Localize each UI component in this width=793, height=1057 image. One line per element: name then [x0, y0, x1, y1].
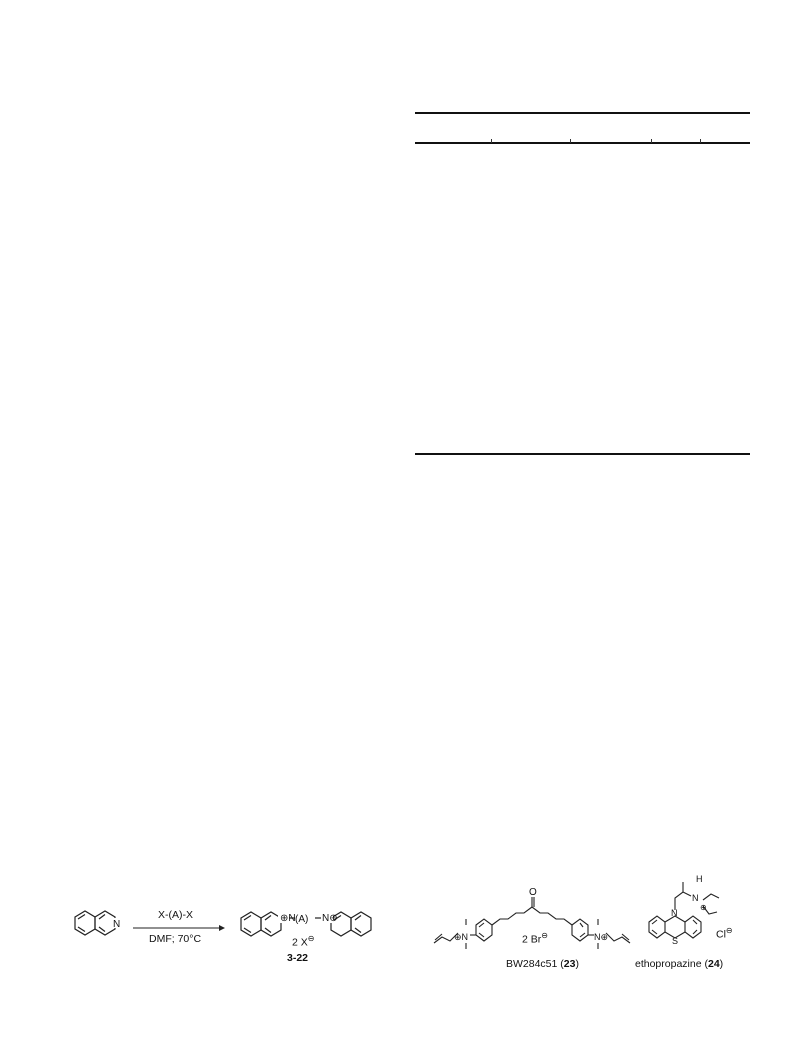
- compound-name: ethopropazine: [635, 958, 702, 970]
- compound-number: 23: [563, 958, 576, 970]
- conditions-label: DMF; 70°C: [149, 933, 202, 945]
- counterion-label: 2 X⊖: [292, 934, 315, 949]
- svg-text:⊕N: ⊕N: [454, 932, 469, 942]
- compound-name: BW284c51: [506, 958, 558, 970]
- table-bottom-rule: [415, 453, 750, 455]
- svg-text:⊕: ⊕: [700, 903, 707, 912]
- product-number: 3-22: [287, 952, 309, 964]
- table-column-tick: [651, 139, 652, 143]
- table-column-tick: [570, 139, 571, 143]
- bw284c51-counterion: 2 Br⊖: [522, 931, 548, 946]
- svg-text:N: N: [671, 908, 678, 918]
- ethopropazine-caption: ethopropazine (24): [635, 958, 724, 970]
- reagent-label: X-(A)-X: [158, 909, 193, 921]
- h-label: H: [696, 874, 703, 884]
- reaction-arrow: [133, 925, 225, 931]
- svg-text:N⊕: N⊕: [322, 913, 338, 924]
- sulfur-label: S: [672, 936, 679, 946]
- svg-text:⊕N: ⊕N: [280, 913, 296, 924]
- bw284c51-caption: BW284c51 (23): [506, 958, 579, 970]
- table-column-tick: [700, 139, 701, 143]
- svg-text:N: N: [692, 893, 699, 903]
- isoquinoline-structure: [70, 905, 130, 945]
- linker-label: (A): [295, 914, 309, 925]
- compound-number: 24: [707, 958, 720, 970]
- svg-text:N⊕: N⊕: [594, 932, 609, 942]
- atom-n-label: N: [113, 919, 121, 930]
- ethopropazine-counterion: Cl⊖: [716, 926, 733, 941]
- carbonyl-o-label: O: [529, 887, 537, 898]
- table-top-rule: [415, 112, 750, 114]
- table-column-tick: [491, 139, 492, 143]
